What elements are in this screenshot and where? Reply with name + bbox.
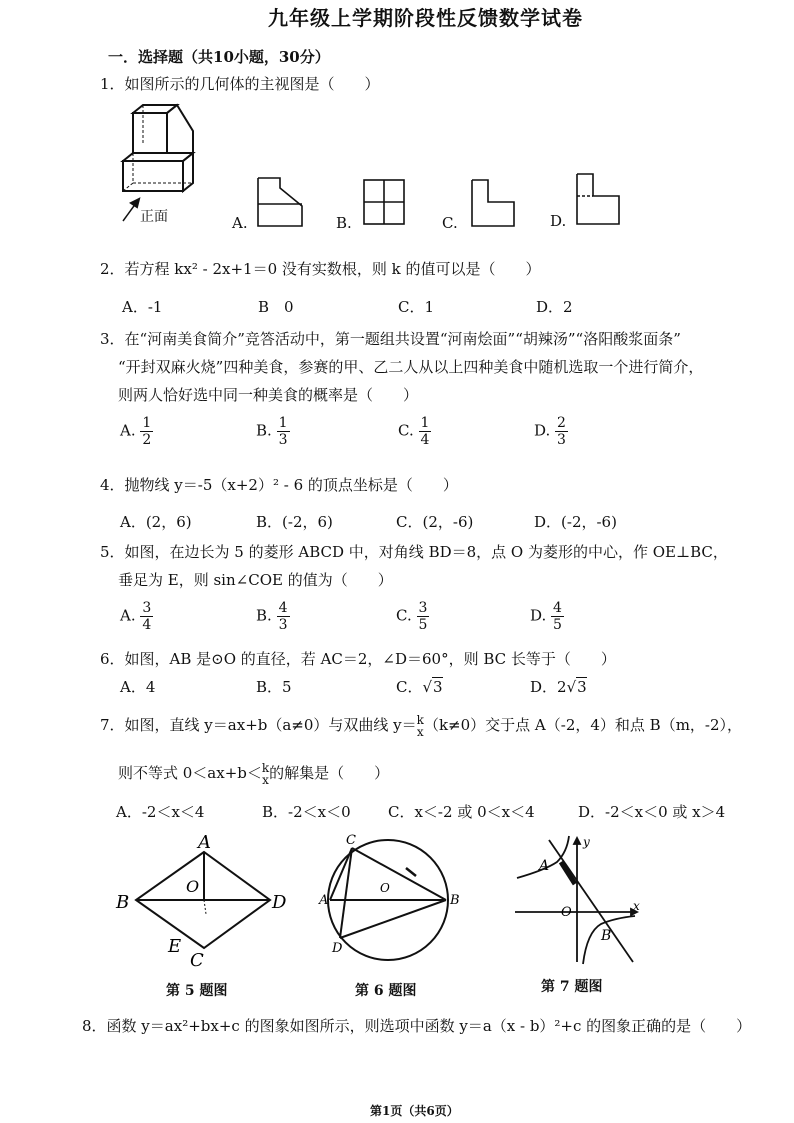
fig7-label-o: O: [561, 905, 572, 920]
q5-option-c[interactable]: C. $\frac{3}{5}$: [396, 600, 428, 633]
q5-line-2: 垂足为 E，则 sin∠COE 的值为（ ）: [118, 571, 393, 589]
fig5-label-c: C: [190, 950, 204, 971]
fig7-label-y: y: [583, 835, 590, 849]
front-view-label: 正面: [140, 209, 168, 225]
q8-stem: 8．函数 y＝ax²+bx+c 的图象如图所示，则选项中函数 y＝a（x - b）²+c 的图象正确的是（ ）: [82, 1017, 752, 1035]
figure-5-caption: 第 5 题图: [166, 983, 228, 999]
fraction: $\frac{1}{2}$: [142, 415, 152, 448]
q6-option-c[interactable]: C．√3: [396, 678, 443, 696]
q4-stem: 4．抛物线 y＝-5（x+2）² - 6 的顶点坐标是（ ）: [100, 476, 458, 494]
q2-option-c[interactable]: C．1: [398, 298, 435, 316]
fraction: $\frac{1}{4}$: [420, 415, 430, 448]
q1-option-c[interactable]: C.: [442, 214, 458, 232]
q3-option-a[interactable]: A. $\frac{1}{2}$: [120, 415, 152, 448]
fraction: $\frac{4}{5}$: [553, 600, 562, 633]
page-footer: 第1页（共6页）: [370, 1104, 459, 1118]
fig6-label-d: D: [332, 941, 343, 956]
q1-option-b[interactable]: B.: [336, 214, 352, 232]
fig6-label-o: O: [380, 881, 390, 895]
q2-stem: 2．若方程 kx² - 2x+1＝0 没有实数根，则 k 的值可以是（ ）: [100, 260, 541, 278]
fraction: $\frac{4}{3}$: [278, 600, 288, 633]
section-header: 一．选择题（共10小题，30分）: [108, 48, 330, 66]
fig7-label-x: x: [633, 899, 640, 913]
q6-stem: 6．如图，AB 是⊙O 的直径，若 AC＝2，∠D＝60°，则 BC 长等于（ ）: [100, 650, 616, 668]
q7-line-1: 7．如图，直线 y＝ax+b（a≠0）与双曲线 y＝ k x （k≠0）交于点 A（-2，4）和点 B（m，-2），: [100, 713, 743, 739]
q3-option-c[interactable]: C. $\frac{1}{4}$: [398, 415, 430, 448]
q1-option-d-shape: [575, 172, 621, 226]
q1-option-b-shape: [362, 178, 406, 226]
q3-option-b[interactable]: B. $\frac{1}{3}$: [256, 415, 288, 448]
figure-6-circle: [318, 828, 468, 978]
fig5-label-d: D: [272, 892, 287, 913]
q4-option-b[interactable]: B．(-2，6): [256, 513, 333, 531]
fig5-label-b: B: [116, 892, 130, 913]
fig5-label-e: E: [168, 936, 182, 957]
q6-option-a[interactable]: A．4: [120, 678, 156, 696]
figure-5-rhombus: [110, 830, 300, 970]
q4-option-c[interactable]: C．(2，-6): [396, 513, 474, 531]
q3-line-2: “开封双麻火烧”四种美食，参赛的甲、乙二人从以上四种美食中随机选取一个进行简介，: [118, 358, 704, 376]
figure-6-caption: 第 6 题图: [355, 983, 417, 999]
q1-option-d[interactable]: D.: [550, 212, 567, 230]
q3-line-1: 3．在“河南美食简介”竞答活动中，第一题组共设置“河南烩面”“胡辣汤”“洛阳酸浆面条”: [100, 330, 681, 348]
q7-option-c[interactable]: C．x＜-2 或 0＜x＜4: [388, 803, 535, 821]
fig6-label-b: B: [450, 893, 460, 908]
q2-option-b[interactable]: B 0: [258, 298, 294, 316]
q1-option-a-shape: [256, 176, 304, 228]
fraction: $\frac{3}{5}$: [418, 600, 428, 633]
figure-7-graph: [505, 832, 650, 972]
fig7-label-a: A: [539, 858, 550, 874]
k-over-x-fraction: k x: [261, 761, 270, 787]
fig5-label-a: A: [198, 832, 211, 853]
q3-line-3: 则两人恰好选中同一种美食的概率是（ ）: [118, 386, 419, 404]
q6-option-b[interactable]: B．5: [256, 678, 292, 696]
fraction: $\frac{2}{3}$: [557, 415, 566, 448]
q5-option-b[interactable]: B. $\frac{4}{3}$: [256, 600, 288, 633]
q7-line-2: 则不等式 0＜ax+b＜ k x 的解集是（ ）: [118, 761, 390, 787]
q2-option-d[interactable]: D．2: [536, 298, 573, 316]
q5-line-1: 5．如图，在边长为 5 的菱形 ABCD 中，对角线 BD＝8，点 O 为菱形的中心，作 OE⊥BC，: [100, 543, 728, 561]
fraction: $\frac{1}{3}$: [278, 415, 288, 448]
q3-option-d[interactable]: D. $\frac{2}{3}$: [534, 415, 566, 448]
q5-option-d[interactable]: D. $\frac{4}{5}$: [530, 600, 562, 633]
q4-option-a[interactable]: A．(2，6): [120, 513, 192, 531]
q5-option-a[interactable]: A. $\frac{3}{4}$: [120, 600, 152, 633]
k-over-x-fraction: k x: [416, 713, 424, 739]
q7-option-d[interactable]: D．-2＜x＜0 或 x＞4: [578, 803, 726, 821]
q1-option-a[interactable]: A.: [232, 214, 248, 232]
q7-option-b[interactable]: B．-2＜x＜0: [262, 803, 351, 821]
q6-option-d[interactable]: D．2√3: [530, 678, 587, 696]
fig6-label-c: C: [346, 833, 356, 848]
q2-option-a[interactable]: A．-1: [122, 298, 163, 316]
q7-option-a[interactable]: A．-2＜x＜4: [116, 803, 205, 821]
q1-option-c-shape: [470, 178, 516, 228]
q1-stem: 1．如图所示的几何体的主视图是（ ）: [100, 75, 380, 93]
fig7-label-b: B: [601, 928, 612, 944]
page-title: 九年级上学期阶段性反馈数学试卷: [268, 6, 583, 30]
q4-option-d[interactable]: D．(-2，-6): [534, 513, 617, 531]
fig5-label-o: O: [186, 877, 200, 896]
fraction: $\frac{3}{4}$: [142, 600, 152, 633]
figure-7-caption: 第 7 题图: [541, 979, 603, 995]
fig6-label-a: A: [319, 893, 329, 908]
